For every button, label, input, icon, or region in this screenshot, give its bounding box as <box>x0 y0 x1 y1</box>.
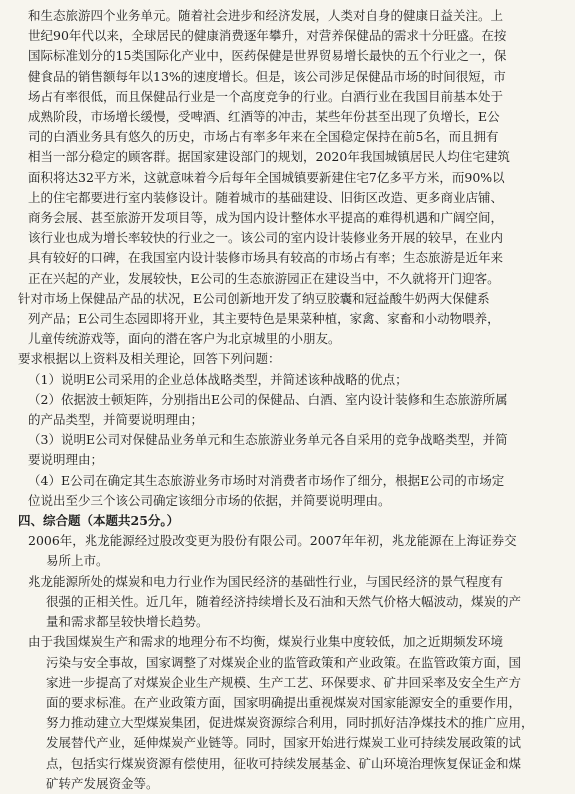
text-line: 家进一步提高了对煤炭企业生产规模、生产工艺、环保要求、矿井回采率及安全生产方 <box>46 674 522 690</box>
text-line: 世纪90年代以来，全球居民的健康消费逐年攀升，对营养保健品的需求十分旺盛。在按 <box>28 28 507 44</box>
text-line: 成熟阶段，市场增长缓慢，受啤酒、红酒等的冲击，某些年份甚至出现了负增长，E公 <box>28 109 500 125</box>
text-line: 污染与安全事故，国家调整了对煤炭企业的监管政策和产业政策。在监管政策方面，国 <box>46 654 522 670</box>
text-line: 易所上市。 <box>46 553 109 569</box>
text-line: 场占有率很低，而且保健品行业是一个高度竞争的行业。白酒行业在我国目前基本处于 <box>28 88 504 104</box>
text-line: 商务会展、甚至旅游开发项目等，成为国内设计整体水平提高的难得机遇和广阔空间， <box>28 210 504 226</box>
question-intro: 要求根据以上资料及相关理论，回答下列问题： <box>18 351 281 367</box>
text-line: 量和需求都呈较快增长趋势。 <box>46 614 209 630</box>
text-line: 点，包括实行煤炭资源有偿使用，征收可持续发展基金、矿山环境治理恢复保证金和煤 <box>46 755 522 771</box>
question-item-2-cont: 的产品类型，并简要说明理由； <box>28 412 204 428</box>
text-line: 相当一部分稳定的顾客群。据国家建设部门的规划，2020年我国城镇居民人均住宅建筑 <box>28 149 510 165</box>
text-line: 上的住宅都要进行室内装修设计。随着城市的基础建设、旧街区改造、更多商业店铺、 <box>28 189 504 205</box>
text-line: 面的要求标准。在产业政策方面，国家明确提出重视煤炭对国家能源安全的重要作用， <box>46 694 522 710</box>
question-item-4: （4）E公司在确定其生态旅游业务市场时对消费者市场作了细分，根据E公司的市场定 <box>28 472 505 488</box>
question-item-2: （2）依据波士顿矩阵，分别指出E公司的保健品、白酒、室内设计装修和生态旅游所属 <box>28 391 508 407</box>
question-item-1: （1）说明E公司采用的企业总体战略类型，并简述该种战略的优点； <box>28 371 408 387</box>
text-line: 该行业也成为增长率较快的行业之一。该公司的室内设计装修业务开展的较早，在业内 <box>28 230 504 246</box>
question-item-3: （3）说明E公司对保健品业务单元和生态旅游业务单元各自采用的竞争战略类型，并简 <box>28 432 508 448</box>
text-line: 很强的正相关性。近几年，随着经济持续增长及石油和天然气价格大幅波动，煤炭的产 <box>46 593 522 609</box>
text-line: 司的白酒业务具有悠久的历史，市场占有率多年来在全国稳定保持在前5名，而且拥有 <box>28 129 499 145</box>
text-line: 面积将达32平方米，这就意味着今后每年全国城镇要新建住宅7亿多平方米，而90%以 <box>28 169 505 185</box>
text-line: 发展替代产业，延伸煤炭产业链等。同时，国家开始进行煤炭工业可持续发展政策的试 <box>46 735 522 751</box>
text-line: 2006年，兆龙能源经过股改变更为股份有限公司。2007年年初，兆龙能源在上海证券交 <box>28 533 517 549</box>
question-item-3-cont: 要说明理由； <box>28 452 104 468</box>
text-line: 兆龙能源所处的煤炭和电力行业作为国民经济的基础性行业，与国民经济的景气程度有 <box>28 573 504 589</box>
text-line: 矿转产发展资金等。 <box>46 775 159 791</box>
text-line: 正在兴起的产业，发展较快，E公司的生态旅游园正在建设当中，不久就将开门迎客。 <box>28 270 500 286</box>
text-line: 列产品；E公司生态园即将开业，其主要特色是果菜种植，家禽、家畜和小动物喂养， <box>28 311 500 327</box>
text-line: 具有较好的口碑，在我国室内设计装修市场具有较高的市场占有率；生态旅游是近年来 <box>28 250 504 266</box>
text-line: 健食品的销售额每年以13%的速度增长。但是，该公司涉足保健品市场的时间很短，市 <box>28 68 506 84</box>
text-line: 针对市场上保健品产品的状况，E公司创新地开发了纳豆胶囊和冠益酸牛奶两大保健系 <box>18 290 490 306</box>
text-line: 由于我国煤炭生产和需求的地理分布不均衡，煤炭行业集中度较低，加之近期频发环境 <box>28 634 504 650</box>
text-line: 努力推动建立大型煤炭集团，促进煤炭资源综合利用，同时抓好洁净煤技术的推广应用， <box>46 715 534 731</box>
section-heading: 四、综合题（本题共25分。） <box>18 513 180 529</box>
text-line: 儿童传统游戏等，面向的潜在客户为北京城里的小朋友。 <box>28 331 341 347</box>
text-line: 和生态旅游四个业务单元。随着社会进步和经济发展，人类对自身的健康日益关注。上 <box>28 8 504 23</box>
text-line: 国际标准划分的15类国际化产业中，医药保健是世界贸易增长最快的五个行业之一，保 <box>28 48 507 64</box>
question-item-4-cont: 位说出至少三个该公司确定该细分市场的依据，并简要说明理由。 <box>28 492 391 508</box>
